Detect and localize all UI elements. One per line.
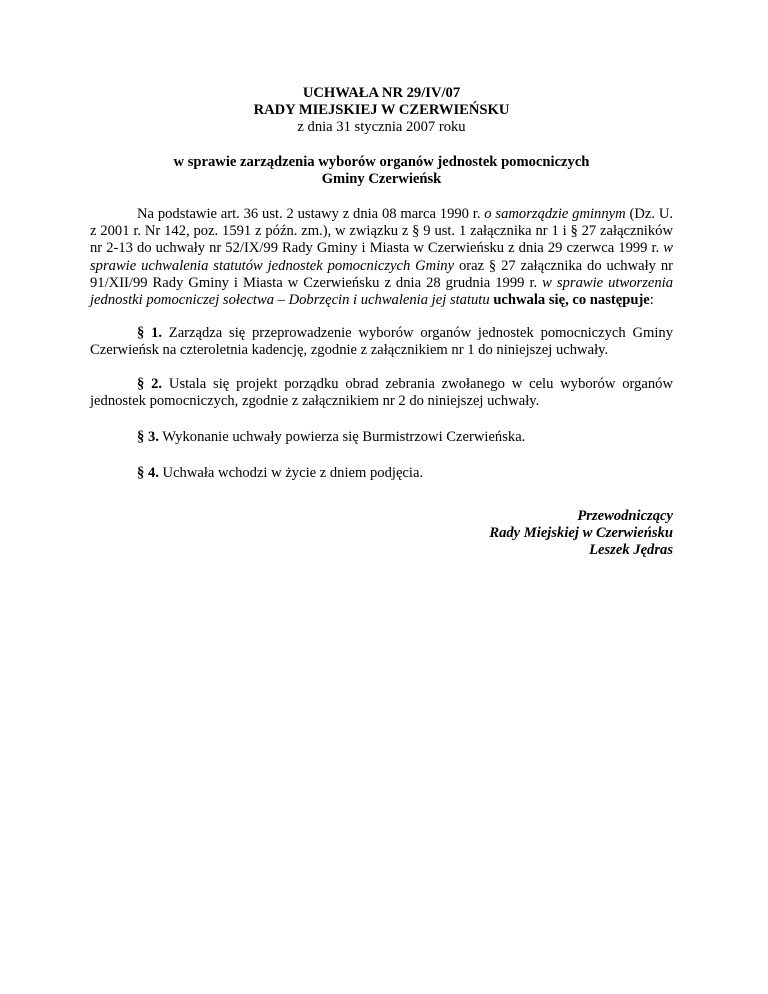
preamble-text-2: (Dz. U. z 2001 r. Nr 142, poz. 1591 z późn. zm.), w związku z § 9 ust. 1 załącznika nr 1 i § 27 załączników nr 2-13 do uchwały nr 52/IX/99 Rady Gminy i Miasta w Czerwieńsku z dnia 29 czerwca 1999 r. [90,206,674,257]
preamble-enacting-clause: uchwala się, co następuje [493,292,650,309]
signature-name: Leszek Jędras [589,542,673,559]
signature-body: Rady Miejskiej w Czerwieńsku [489,525,673,542]
subject-line-2: Gminy Czerwieńsk [321,170,442,187]
preamble-text-3: oraz § 27 załącznika do uchwały nr 91/XII/99 Rady Gminy i Miasta w Czerwieńsku z dnia 28 grudnia 1999 r. [90,257,673,291]
section-2 [90,376,673,410]
section-3 [90,429,673,446]
document-header [90,85,673,137]
preamble-italic-1: o samorządzie gminnym [484,206,626,223]
section-4-mark: § 4. [137,465,159,482]
preamble-italic-3: w sprawie utworzenia jednostki pomocniczej sołectwa – Dobrzęcin i uchwalenia jej statutu [90,274,674,309]
subject-line-1: w sprawie zarządzenia wyborów organów jednostek pomocniczych [173,153,590,170]
section-1-text: Zarządza się przeprowadzenie wyborów organów jednostek pomocniczych Gminy Czerwieńsk na czteroletnia kadencję, zgodnie z załącznikiem nr 1 do niniejszej uchwały. [90,325,673,359]
section-2-mark: § 2. [137,375,163,392]
document-page [90,85,674,559]
preamble-colon: : [649,292,654,309]
resolution-date: z dnia 31 stycznia 2007 roku [297,119,466,136]
resolution-title: UCHWAŁA NR 29/IV/07 [302,85,461,101]
section-4-text: Uchwała wchodzi w życie z dniem podjęcia. [158,465,424,482]
resolution-subject [90,154,673,188]
section-2-text: Ustala się projekt porządku obrad zebrania zwołanego w celu wyborów organów jednostek pomocniczych, zgodnie z załącznikiem nr 2 do niniejszej uchwały. [90,375,673,409]
section-1-mark: § 1. [137,325,163,342]
signature-role: Przewodniczący [577,508,673,524]
section-4 [90,465,673,482]
section-3-mark: § 3. [137,429,159,446]
preamble-italic-2: w sprawie uchwalenia statutów jednostek pomocniczych Gminy [90,240,673,274]
preamble-text-1: Na podstawie art. 36 ust. 2 ustawy z dnia 08 marca 1990 r. [137,206,485,223]
council-name: RADY MIEJSKIEJ W CZERWIEŃSKU [253,102,510,119]
signature-block [489,508,673,560]
preamble-paragraph [90,206,673,309]
section-3-text: Wykonanie uchwały powierza się Burmistrzowi Czerwieńska. [158,429,526,446]
section-1 [90,325,673,359]
